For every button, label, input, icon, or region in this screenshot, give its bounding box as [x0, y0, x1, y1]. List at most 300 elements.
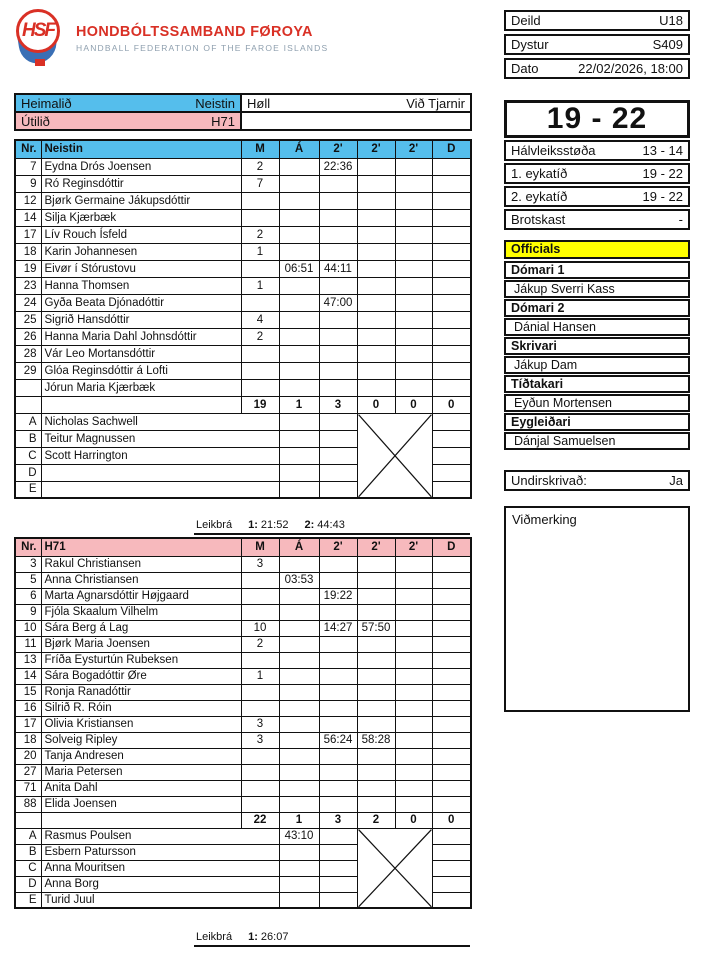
stat-cell — [432, 277, 471, 294]
stat-cell — [319, 796, 357, 812]
stat-cell — [241, 192, 279, 209]
player-number-cell: 14 — [15, 209, 41, 226]
observer-name: Dánjal Samuelsen — [504, 432, 690, 450]
score-summary-box — [504, 100, 690, 232]
player-name-cell: Anita Dahl — [41, 780, 241, 796]
official-dq-cell — [432, 481, 471, 498]
official-warning-cell: 43:10 — [279, 828, 319, 844]
total-cell: 0 — [357, 396, 395, 413]
stat-cell: 2 — [241, 226, 279, 243]
player-number-cell: 24 — [15, 294, 41, 311]
stat-cell: 1 — [241, 277, 279, 294]
player-row — [15, 780, 471, 796]
stat-cell — [432, 572, 471, 588]
player-row — [15, 796, 471, 812]
halftime-label: Hálvleiksstøða — [511, 143, 596, 158]
player-name-cell: Silja Kjærbæk — [41, 209, 241, 226]
official-warning-cell — [279, 464, 319, 481]
stat-cell — [395, 652, 432, 668]
stat-cell — [395, 311, 432, 328]
player-row — [15, 226, 471, 243]
stat-cell — [432, 260, 471, 277]
stat-cell — [279, 604, 319, 620]
player-row — [15, 294, 471, 311]
stat-cell — [395, 716, 432, 732]
stat-cell — [319, 764, 357, 780]
stat-cell: 1 — [241, 243, 279, 260]
overtime1-row — [504, 163, 690, 184]
timeout-index: 1: — [248, 931, 258, 943]
match-info-box — [504, 10, 690, 82]
officials-box — [504, 240, 690, 451]
player-name-cell: Tanja Andresen — [41, 748, 241, 764]
stat-cell — [395, 556, 432, 572]
stat-cell — [241, 260, 279, 277]
stat-cell — [241, 294, 279, 311]
timekeeper-role: Tíðtakari — [504, 375, 690, 393]
player-row — [15, 277, 471, 294]
player-row — [15, 192, 471, 209]
overtime1-label: 1. eykatíð — [511, 166, 568, 181]
stat-cell: 56:24 — [319, 732, 357, 748]
col-header: 2' — [395, 140, 432, 158]
official-susp-cell — [319, 876, 357, 892]
player-name-cell: Sára Berg á Lag — [41, 620, 241, 636]
player-number-cell: 88 — [15, 796, 41, 812]
stat-cell — [432, 636, 471, 652]
col-header: M — [241, 538, 279, 556]
player-name-cell: Eydna Drós Joensen — [41, 158, 241, 175]
official-susp-cell — [319, 828, 357, 844]
official-warning-cell — [279, 892, 319, 908]
stat-cell — [241, 796, 279, 812]
stat-cell — [279, 668, 319, 684]
stat-cell: 44:11 — [319, 260, 357, 277]
stat-cell — [432, 780, 471, 796]
stat-cell — [279, 379, 319, 396]
stat-cell — [357, 556, 395, 572]
player-row — [15, 175, 471, 192]
stat-cell — [357, 226, 395, 243]
stat-cell — [357, 192, 395, 209]
stat-cell — [241, 572, 279, 588]
stat-cell: 2 — [241, 328, 279, 345]
stat-cell — [279, 588, 319, 604]
official-warning-cell — [279, 447, 319, 464]
official-susp-cell — [319, 481, 357, 498]
federation-name: HONDBÓLTSSAMBAND FØROYA — [76, 23, 313, 40]
col-header: 2' — [319, 538, 357, 556]
stat-cell — [357, 700, 395, 716]
stat-cell — [357, 572, 395, 588]
stat-cell: 3 — [241, 716, 279, 732]
stat-cell — [432, 652, 471, 668]
total-cell: 1 — [279, 812, 319, 828]
player-number-cell: 7 — [15, 158, 41, 175]
stat-cell — [395, 362, 432, 379]
stat-cell — [432, 620, 471, 636]
player-number-cell: 11 — [15, 636, 41, 652]
timeout-time: 44:43 — [314, 519, 345, 531]
stat-cell — [319, 209, 357, 226]
official-name-cell: Esbern Patursson — [41, 844, 279, 860]
official-letter-cell: D — [15, 876, 41, 892]
stat-cell — [279, 780, 319, 796]
stat-cell — [279, 362, 319, 379]
player-number-cell: 6 — [15, 588, 41, 604]
signed-box — [504, 470, 690, 491]
team-name-header: H71 — [41, 538, 241, 556]
player-row — [15, 243, 471, 260]
division-value: U18 — [659, 13, 683, 28]
referee2-role: Dómari 2 — [504, 299, 690, 317]
timeout-index: 1: — [248, 519, 258, 531]
stat-cell: 22:36 — [319, 158, 357, 175]
stat-cell — [395, 226, 432, 243]
stat-cell — [279, 192, 319, 209]
col-header: 2' — [357, 538, 395, 556]
player-number-cell: 28 — [15, 345, 41, 362]
division-label: Deild — [511, 13, 541, 28]
stat-cell — [319, 311, 357, 328]
player-number-cell: 14 — [15, 668, 41, 684]
hsf-logo-icon — [14, 9, 66, 67]
col-header: 2' — [319, 140, 357, 158]
stat-cell — [279, 243, 319, 260]
home-team-name: Neistin — [195, 95, 235, 111]
stat-cell — [279, 620, 319, 636]
timekeeper-name: Eyðun Mortensen — [504, 394, 690, 412]
match-info-matchno-row — [504, 34, 690, 55]
stat-cell — [395, 636, 432, 652]
stat-cell — [279, 636, 319, 652]
stat-cell — [432, 556, 471, 572]
official-name-cell: Rasmus Poulsen — [41, 828, 279, 844]
logo-acronym: HSF — [22, 20, 54, 41]
stat-cell — [319, 668, 357, 684]
player-name-cell: Sigrið Hansdóttir — [41, 311, 241, 328]
stat-cell — [279, 277, 319, 294]
federation-logo — [14, 9, 328, 67]
officials-title: Officials — [504, 240, 690, 259]
final-score: 19 - 22 — [504, 100, 690, 138]
player-name-cell: Lív Rouch Ísfeld — [41, 226, 241, 243]
stat-cell — [241, 652, 279, 668]
halftime-row — [504, 140, 690, 161]
stat-cell: 06:51 — [279, 260, 319, 277]
player-number-cell: 27 — [15, 764, 41, 780]
stat-cell — [357, 588, 395, 604]
hall-name: Við Tjarnir — [406, 95, 465, 111]
observer-role: Eygleiðari — [504, 413, 690, 431]
stat-cell — [319, 175, 357, 192]
team-official-row — [15, 828, 471, 844]
stat-cell — [279, 748, 319, 764]
player-number-cell: 19 — [15, 260, 41, 277]
official-dq-cell — [432, 464, 471, 481]
official-letter-cell: D — [15, 464, 41, 481]
stat-cell: 1 — [241, 668, 279, 684]
roster-header — [15, 140, 471, 158]
stat-cell — [432, 796, 471, 812]
home-timeouts-line — [194, 519, 470, 535]
official-dq-cell — [432, 892, 471, 908]
stat-cell — [395, 764, 432, 780]
stat-cell — [357, 311, 395, 328]
player-number-cell: 26 — [15, 328, 41, 345]
official-dq-cell — [432, 447, 471, 464]
stat-cell — [432, 700, 471, 716]
official-susp-cell — [319, 447, 357, 464]
player-name-cell: Olivia Kristiansen — [41, 716, 241, 732]
player-name-cell: Vár Leo Mortansdóttir — [41, 345, 241, 362]
stat-cell — [432, 311, 471, 328]
player-number-cell: 18 — [15, 732, 41, 748]
timeout-label: Leikbrá — [196, 519, 233, 531]
stat-cell — [279, 226, 319, 243]
official-dq-cell — [432, 413, 471, 430]
stat-cell — [319, 556, 357, 572]
stat-cell — [395, 572, 432, 588]
stat-cell — [357, 345, 395, 362]
official-susp-cell — [319, 892, 357, 908]
official-warning-cell — [279, 876, 319, 892]
stat-cell — [357, 636, 395, 652]
stat-cell — [395, 732, 432, 748]
halftime-value: 13 - 14 — [642, 143, 683, 158]
x-cross-icon — [358, 414, 432, 498]
player-name-cell: Sára Bogadóttir Øre — [41, 668, 241, 684]
stat-cell — [241, 345, 279, 362]
stat-cell — [357, 684, 395, 700]
col-header: D — [432, 140, 471, 158]
stat-cell — [279, 311, 319, 328]
stat-cell — [241, 604, 279, 620]
matchno-value: S409 — [652, 37, 683, 52]
team-name-header: Neistin — [41, 140, 241, 158]
stat-cell — [357, 294, 395, 311]
stat-cell: 2 — [241, 158, 279, 175]
signed-value: Ja — [669, 473, 683, 488]
stat-cell — [432, 764, 471, 780]
player-row — [15, 684, 471, 700]
timeout-index: 2: — [304, 519, 315, 531]
crossed-out-cell — [357, 828, 432, 908]
stat-cell — [279, 700, 319, 716]
player-number-cell: 17 — [15, 716, 41, 732]
home-label: Heimalið — [21, 95, 72, 111]
stat-cell — [357, 796, 395, 812]
penalty-row — [504, 209, 690, 230]
stat-cell — [241, 700, 279, 716]
col-header: 2' — [357, 140, 395, 158]
remarks-box — [504, 506, 690, 712]
player-number-cell — [15, 379, 41, 396]
official-letter-cell: C — [15, 447, 41, 464]
official-name-cell — [41, 481, 279, 498]
teams-info-box — [14, 93, 472, 131]
player-number-cell: 12 — [15, 192, 41, 209]
stat-cell: 03:53 — [279, 572, 319, 588]
stat-cell — [357, 362, 395, 379]
overtime1-value: 19 - 22 — [642, 166, 683, 181]
stat-cell — [319, 604, 357, 620]
stat-cell — [357, 604, 395, 620]
away-timeouts-line — [194, 931, 470, 947]
stat-cell — [319, 379, 357, 396]
stat-cell — [241, 748, 279, 764]
total-cell: 0 — [432, 812, 471, 828]
player-name-cell: Bjørk Germaine Jákupsdóttir — [41, 192, 241, 209]
stat-cell — [357, 668, 395, 684]
x-cross-icon — [358, 829, 432, 908]
total-cell: 19 — [241, 396, 279, 413]
match-info-division-row — [504, 10, 690, 31]
stat-cell — [395, 620, 432, 636]
player-row — [15, 700, 471, 716]
logo-base-shape — [35, 59, 45, 66]
stat-cell: 7 — [241, 175, 279, 192]
player-name-cell: Silrið R. Róin — [41, 700, 241, 716]
player-name-cell: Elida Joensen — [41, 796, 241, 812]
stat-cell — [241, 379, 279, 396]
stat-cell — [279, 796, 319, 812]
stat-cell: 14:27 — [319, 620, 357, 636]
col-number-header: Nr. — [15, 140, 41, 158]
stat-cell — [395, 175, 432, 192]
stat-cell — [319, 226, 357, 243]
stat-cell — [279, 764, 319, 780]
stat-cell — [432, 732, 471, 748]
hall-cell — [241, 94, 471, 112]
remarks-label: Viðmerking — [512, 512, 577, 527]
player-row — [15, 764, 471, 780]
stat-cell — [395, 209, 432, 226]
player-row — [15, 158, 471, 175]
stat-cell — [432, 684, 471, 700]
penalty-value: - — [678, 212, 683, 227]
signed-row — [504, 470, 690, 491]
stat-cell — [319, 572, 357, 588]
stat-cell — [319, 652, 357, 668]
col-header: Á — [279, 140, 319, 158]
stat-cell — [357, 716, 395, 732]
stat-cell — [395, 277, 432, 294]
player-name-cell: Hanna Maria Dahl Johnsdóttir — [41, 328, 241, 345]
roster-body — [15, 556, 471, 908]
date-value: 22/02/2026, 18:00 — [578, 61, 683, 76]
official-dq-cell — [432, 876, 471, 892]
player-name-cell: Fjóla Skaalum Vilhelm — [41, 604, 241, 620]
player-name-cell: Bjørk Maria Joensen — [41, 636, 241, 652]
stat-cell — [279, 328, 319, 345]
col-header: 2' — [395, 538, 432, 556]
stat-cell — [241, 764, 279, 780]
total-cell: 1 — [279, 396, 319, 413]
away-label: Útilið — [21, 113, 50, 129]
stat-cell: 47:00 — [319, 294, 357, 311]
official-letter-cell: B — [15, 430, 41, 447]
player-row — [15, 748, 471, 764]
total-cell: 0 — [395, 812, 432, 828]
stat-cell — [319, 684, 357, 700]
stat-cell — [395, 260, 432, 277]
overtime2-label: 2. eykatíð — [511, 189, 568, 204]
stat-cell — [395, 243, 432, 260]
stat-cell — [357, 260, 395, 277]
player-number-cell: 23 — [15, 277, 41, 294]
player-row — [15, 636, 471, 652]
match-info-date-row — [504, 58, 690, 79]
col-header: Á — [279, 538, 319, 556]
stat-cell — [432, 209, 471, 226]
total-cell: 3 — [319, 812, 357, 828]
player-number-cell: 9 — [15, 604, 41, 620]
matchno-label: Dystur — [511, 37, 549, 52]
col-header: D — [432, 538, 471, 556]
player-name-cell: Ró Reginsdóttir — [41, 175, 241, 192]
player-name-cell: Anna Christiansen — [41, 572, 241, 588]
official-letter-cell: E — [15, 481, 41, 498]
official-warning-cell — [279, 413, 319, 430]
player-number-cell: 13 — [15, 652, 41, 668]
player-number-cell: 16 — [15, 700, 41, 716]
stat-cell — [319, 636, 357, 652]
player-number-cell: 18 — [15, 243, 41, 260]
stat-cell — [395, 748, 432, 764]
stat-cell: 19:22 — [319, 588, 357, 604]
official-susp-cell — [319, 430, 357, 447]
player-name-cell: Glóa Reginsdóttir á Lofti — [41, 362, 241, 379]
player-row — [15, 260, 471, 277]
player-number-cell: 29 — [15, 362, 41, 379]
stat-cell — [319, 748, 357, 764]
player-row — [15, 556, 471, 572]
player-name-cell: Rakul Christiansen — [41, 556, 241, 572]
player-name-cell: Ronja Ranadóttir — [41, 684, 241, 700]
totals-row — [15, 812, 471, 828]
player-name-cell: Jórun Maria Kjærbæk — [41, 379, 241, 396]
overtime2-row — [504, 186, 690, 207]
player-name-cell: Fríða Eysturtún Rubeksen — [41, 652, 241, 668]
player-name-cell: Maria Petersen — [41, 764, 241, 780]
player-name-cell: Gyða Beata Djónadóttir — [41, 294, 241, 311]
player-row — [15, 652, 471, 668]
hall-empty-cell — [241, 112, 471, 130]
stat-cell — [395, 780, 432, 796]
home-hall-row — [15, 94, 471, 112]
stat-cell — [395, 588, 432, 604]
official-name-cell: Nicholas Sachwell — [41, 413, 279, 430]
stat-cell — [432, 345, 471, 362]
roster-body — [15, 158, 471, 498]
team-official-row — [15, 413, 471, 430]
official-name-cell: Anna Mouritsen — [41, 860, 279, 876]
timeout-time: 26:07 — [257, 931, 289, 943]
player-name-cell: Marta Agnarsdóttir Højgaard — [41, 588, 241, 604]
stat-cell — [395, 379, 432, 396]
official-name-cell: Turid Juul — [41, 892, 279, 908]
overtime2-value: 19 - 22 — [642, 189, 683, 204]
home-team-cell — [15, 94, 241, 112]
player-number-cell: 20 — [15, 748, 41, 764]
player-name-cell: Karin Johannesen — [41, 243, 241, 260]
totals-empty-name — [41, 396, 241, 413]
player-number-cell: 17 — [15, 226, 41, 243]
secretary-name: Jákup Dam — [504, 356, 690, 374]
stat-cell: 3 — [241, 556, 279, 572]
player-number-cell: 3 — [15, 556, 41, 572]
